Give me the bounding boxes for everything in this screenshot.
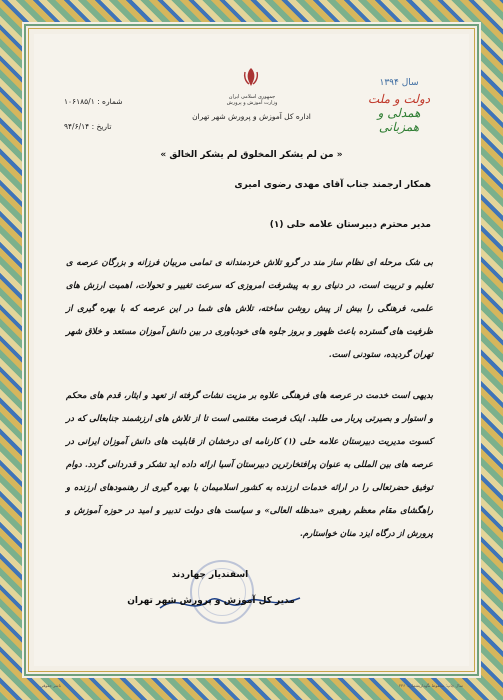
- date-value: ۹۴/۶/۱۴: [64, 122, 90, 131]
- year-slogan-1: دولت و ملت: [367, 92, 431, 106]
- date-label: تاریخ :: [91, 122, 112, 131]
- signer-name: اسفندیار چهاردند: [171, 570, 249, 580]
- signer-title: مدیر کل آموزش و پرورش شهر تهران: [127, 596, 295, 606]
- number-label: شماره :: [97, 97, 123, 106]
- body-paragraph-2: بدیهی است خدمت در عرصه های فرهنگی علاوه بر مزیت نشات گرفته از تعهد و ایثار، قدم های محکم و استوار و بصیرتی پربار می طلبد. اینک فرصت مغتنمی است تا از تلاش های ارزشمند جنابعالی که در کسوت مدیریت دبیرستان علامه حلی (۱) کارنامه ای درخشان از قابلیت های دانش آموزان ایرانی در عرصه های بین المللی به عنوان پرافتخارترین دبیرستان آسیا ارائه داده اید تشکر و قدردانی گردد. دوام توفیق حضرتعالی را در ارائه خدمات ارزنده به کشور اسلامیمان با بهره گیری از رهنمودهای ارزنده و راهگشای مقام معظم رهبری «مدظله العالی» و سیاست های دولت تدبیر و امید در حوزه آموزش و پرورش از درگاه ایزد منان خواستارم.: [66, 391, 433, 539]
- footer-left: ناشر حقوقی: [40, 683, 61, 688]
- letter-number: [64, 97, 174, 106]
- iran-emblem-icon: [240, 66, 262, 88]
- ministry-line-2: وزارت آموزش و پرورش: [226, 100, 278, 106]
- recipient-greeting: همکار ارجمند جناب آقای مهدی رضوی امیری: [234, 180, 431, 190]
- footer-right: سال چاپ: محفوظ نگهداریشماره: ۳۳۶: [398, 683, 463, 688]
- office-name: اداره کل آموزش و پرورش شهر تهران: [192, 112, 311, 121]
- body-paragraph-1: بی شک مرحله ای نظام ساز مند در گرو تلاش خردمندانه ی تمامی مربیان فرزانه و بزرگان عرصه ی تعلیم و تربیت است، در دنیای رو به پیشرفت امروزی که سرعت تغییر و تحولات، اهمیت ارزش های علمی، فرهنگی را بیش از پیش روشن ساخته، تلاش های شما در این عرصه که با بهره گیری از ظرفیت های گسترده باعث ظهور و بروز جلوه های خودباوری در بین دانش آموزان مستعد و خلاق شهر تهران گردیده، ستودنی است.: [66, 258, 433, 360]
- year-title: سال ۱۳۹۴: [379, 78, 419, 88]
- ministry-line-1: جمهوری اسلامی ایران: [228, 94, 276, 100]
- year-slogan-2: همدلی و همزبانی: [377, 106, 421, 134]
- number-value: ۱۰۶۱۸۵/۱: [64, 97, 95, 106]
- letter-date: [64, 122, 174, 131]
- motto: « من لم یشکر المخلوق لم یشکر الخالق »: [160, 150, 343, 160]
- ministry-label: [190, 94, 314, 106]
- recipient-position: مدیر محترم دبیرستان علامه حلی (۱): [269, 220, 431, 230]
